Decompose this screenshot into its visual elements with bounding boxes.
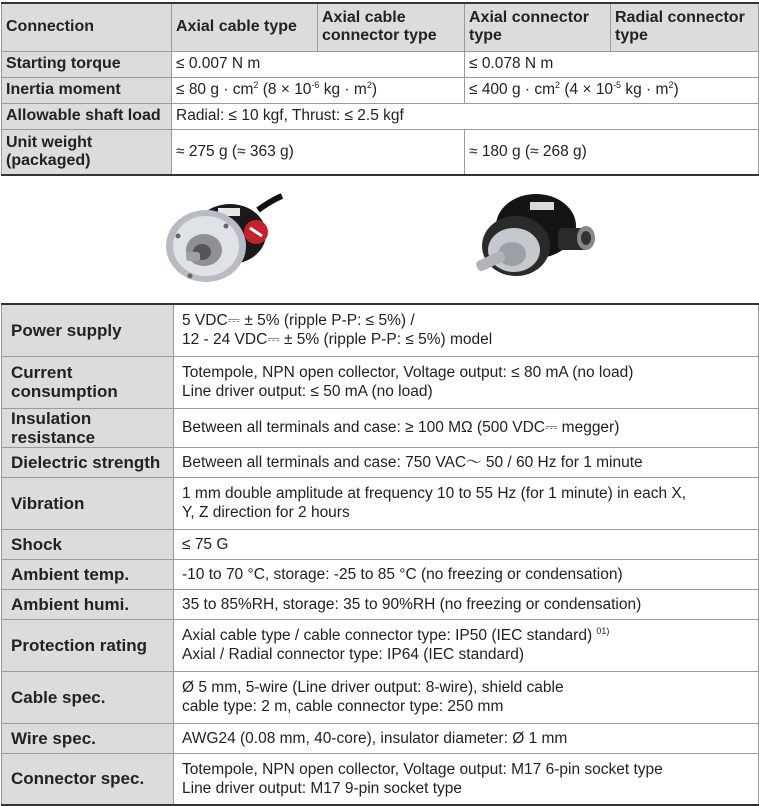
cell-value: ≤ 0.007 N m (172, 51, 465, 77)
cell-value: ≈ 275 g (≈ 363 g) (172, 129, 465, 175)
header-axial-connector-type: Axial connector type (465, 3, 611, 51)
axial-cable-encoder-image (160, 186, 285, 296)
header-axial-cable-type: Axial cable type (172, 3, 318, 51)
spec-label: Insulation resistance (2, 408, 174, 447)
spec-value: Ø 5 mm, 5-wire (Line driver output: 8-wire), shield cable cable type: 2 m, cable connector type: 250 mm (174, 671, 759, 723)
table-row (2, 408, 759, 447)
spec-value: -10 to 70 °C, storage: -25 to 85 °C (no freezing or condensation) (174, 559, 759, 589)
spec-label: Cable spec. (2, 671, 174, 723)
table-row (2, 356, 759, 408)
spec-label: Ambient humi. (2, 589, 174, 619)
spec-label: Ambient temp. (2, 559, 174, 589)
header-radial-connector-type: Radial connector type (611, 3, 759, 51)
table-row (2, 589, 759, 619)
cell-value: ≤ 0.078 N m (465, 51, 759, 77)
footnote-marker: 01) (596, 625, 610, 636)
spec-value: 35 to 85%RH, storage: 35 to 90%RH (no freezing or condensation) (174, 589, 759, 619)
spec-value: AWG24 (0.08 mm, 40-core), insulator diameter: Ø 1 mm (174, 723, 759, 753)
table-row (2, 529, 759, 559)
row-label: Allowable shaft load (2, 103, 172, 129)
table-row (2, 77, 759, 103)
row-label: Starting torque (2, 51, 172, 77)
spec-label: Current consumption (2, 356, 174, 408)
spec-value: Between all terminals and case: ≥ 100 MΩ (500 VDC⎓ megger) (174, 408, 759, 447)
table-row (2, 103, 759, 129)
spec-value: 5 VDC⎓ ± 5% (ripple P-P: ≤ 5%) / 12 - 24 VDC⎓ ± 5% (ripple P-P: ≤ 5%) model (174, 304, 759, 356)
model-comparison-table (1, 2, 759, 176)
spec-label: Protection rating (2, 619, 174, 671)
spec-value: ≤ 75 G (174, 529, 759, 559)
table-row (2, 304, 759, 356)
table-row (2, 619, 759, 671)
cell-value: ≤ 400 $g \cdot cm^2$ ($4 \times 10^{-5}$ kg · $m^2$) (465, 77, 759, 103)
header-connection: Connection (2, 3, 172, 51)
header-axial-cable-connector-type: Axial cable connector type (318, 3, 465, 51)
spec-value: Totempole, NPN open collector, Voltage output: ≤ 80 mA (no load) Line driver output: ≤ 50 mA (no load) (174, 356, 759, 408)
product-images (0, 186, 759, 296)
spec-value: Between all terminals and case: 750 VAC～ 50 / 60 Hz for 1 minute (174, 447, 759, 477)
spec-value: Totempole, NPN open collector, Voltage output: M17 6-pin socket type Line driver output: M17 9-pin socket type (174, 753, 759, 805)
cell-value: Radial: ≤ 10 kgf, Thrust: ≤ 2.5 kgf (172, 103, 759, 129)
table-row (2, 129, 759, 175)
cell-value: ≈ 180 g (≈ 268 g) (465, 129, 759, 175)
row-label: Unit weight (packaged) (2, 129, 172, 175)
spec-value: 1 mm double amplitude at frequency 10 to 55 Hz (for 1 minute) in each X, Y, Z direction for 2 hours (174, 477, 759, 529)
spec-label: Dielectric strength (2, 447, 174, 477)
spec-label: Wire spec. (2, 723, 174, 753)
axial-connector-encoder-image (470, 186, 600, 296)
table-header-row (2, 3, 759, 51)
table-row (2, 671, 759, 723)
table-row (2, 723, 759, 753)
spec-value: Axial cable type / cable connector type: IP50 (IEC standard) $^{01)}$ Axial / Radial connector type: IP64 (IEC standard) (174, 619, 759, 671)
cell-value: ≤ 80 $g \cdot cm^2$ ($8 \times 10^{-6}$ kg · $m^2$) (172, 77, 465, 103)
spec-label: Vibration (2, 477, 174, 529)
specifications-table (1, 303, 759, 806)
table-row (2, 559, 759, 589)
spec-label: Power supply (2, 304, 174, 356)
table-row (2, 51, 759, 77)
spec-label: Connector spec. (2, 753, 174, 805)
table-row (2, 477, 759, 529)
table-row (2, 753, 759, 805)
spec-label: Shock (2, 529, 174, 559)
row-label: Inertia moment (2, 77, 172, 103)
table-row (2, 447, 759, 477)
